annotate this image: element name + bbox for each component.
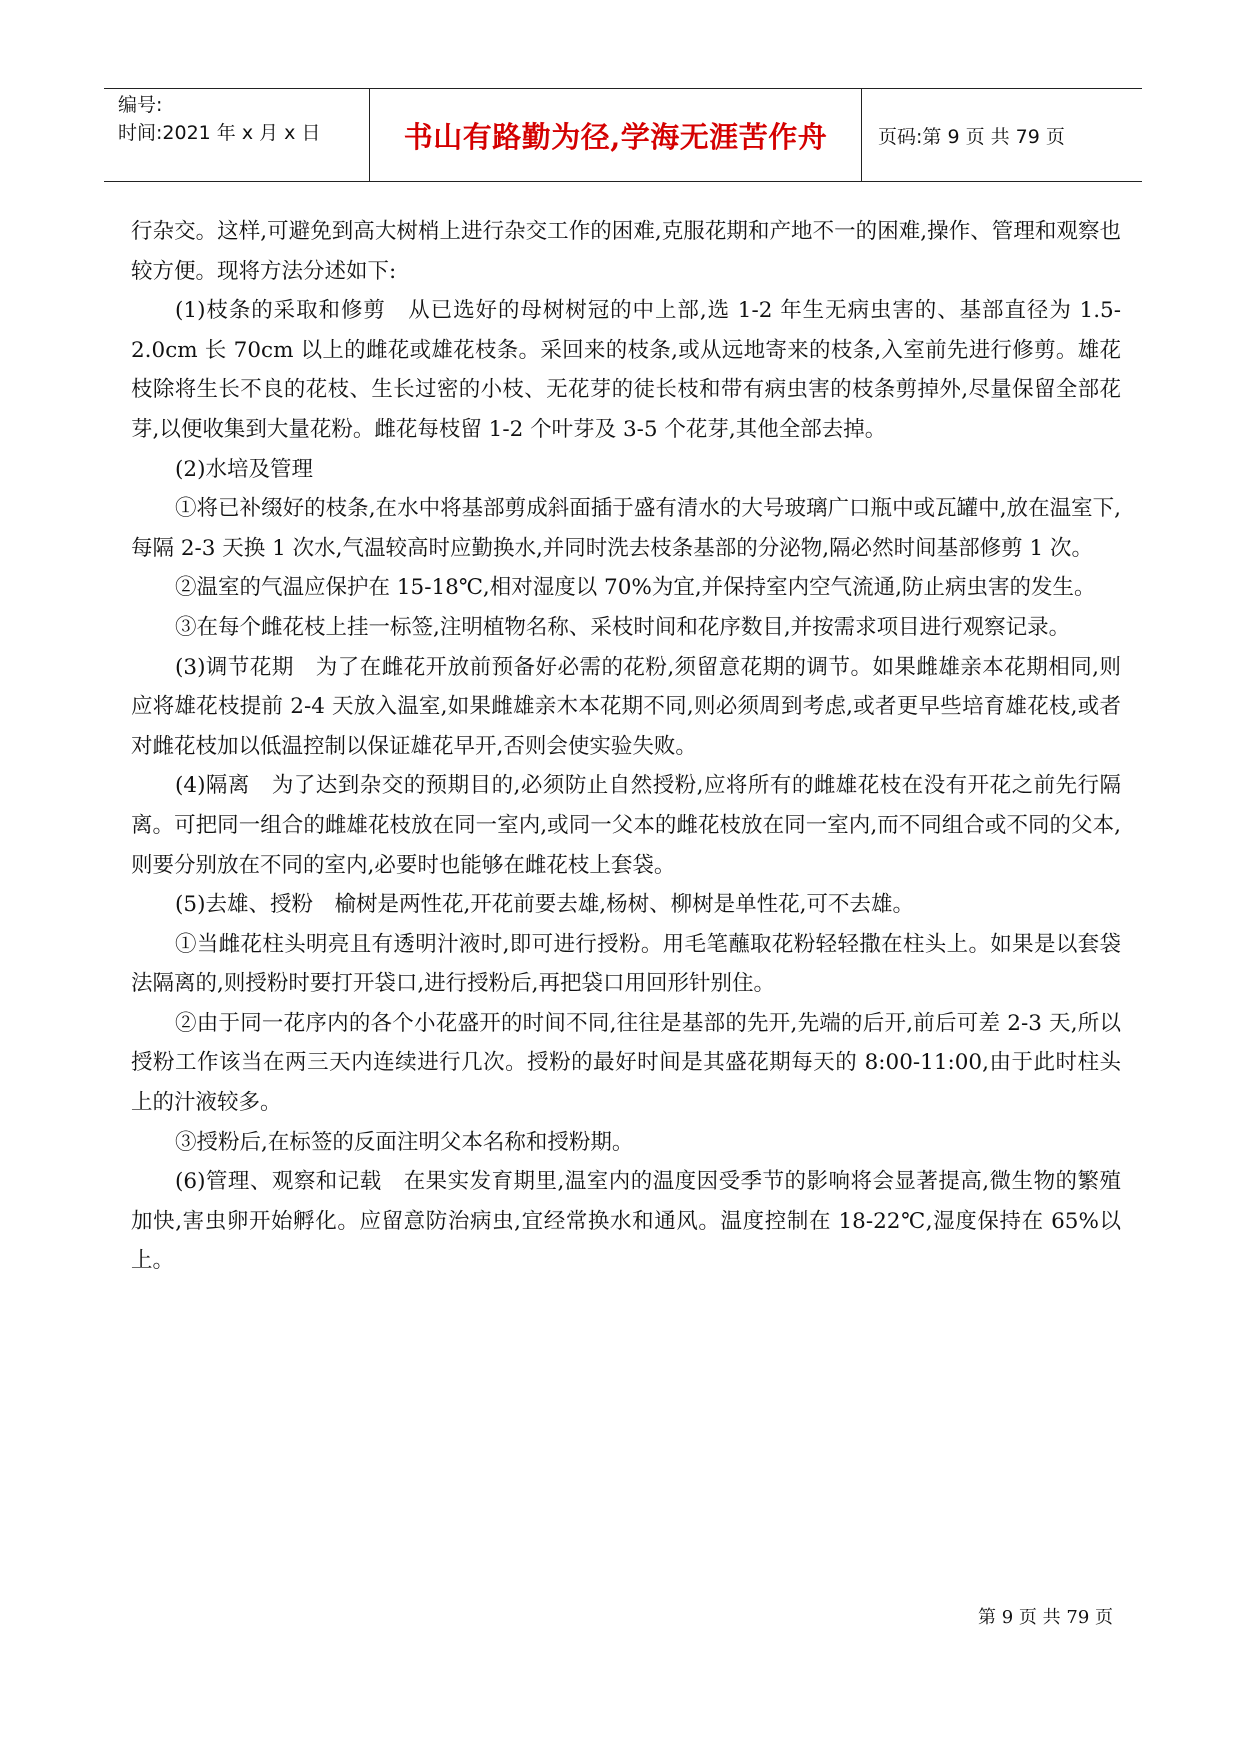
footer-page-number: 第 9 页 共 79 页 (978, 1607, 1113, 1628)
body-paragraph: ①当雌花柱头明亮且有透明汁液时,即可进行授粉。用毛笔蘸取花粉轻轻撒在柱头上。如果是以套袋法隔离的,则授粉时要打开袋口,进行授粉后,再把袋口用回形针别住。 (131, 931, 1121, 997)
document-body (131, 212, 1121, 1281)
body-paragraph: (6)管理、观察和记载 在果实发育期里,温室内的温度因受季节的影响将会显著提高,微生物的繁殖加快,害虫卵开始孵化。应留意防治病虫,宜经常换水和通风。温度控制在 18-22℃,湿度保持在 65%以上。 (131, 1169, 1121, 1274)
page-header (104, 88, 1142, 182)
body-paragraph: ②由于同一花序内的各个小花盛开的时间不同,往往是基部的先开,先端的后开,前后可差 2-3 天,所以授粉工作该当在两三天内连续进行几次。授粉的最好时间是其盛花期每天的 8:00-11:00,由于此时柱头上的汁液较多。 (131, 1010, 1121, 1116)
header-motto-cell (369, 89, 862, 181)
document-time-label: 时间:2021 年 x 月 x 日 (118, 122, 321, 144)
body-paragraph: ③授粉后,在标签的反面注明父本名称和授粉期。 (175, 1129, 634, 1155)
body-paragraph: (1)枝条的采取和修剪 从已选好的母树树冠的中上部,选 1-2 年生无病虫害的、基部直径为 1.5-2.0cm 长 70cm 以上的雌花或雄花枝条。采回来的枝条,或从远地寄来的枝条,入室前先进行修剪。雄花枝除将生长不良的花枝、生长过密的小枝、无花芽的徒长枝和带有病虫害的枝条剪掉外,尽量保留全部花芽,以便收集到大量花粉。雌花每枝留 1-2 个叶芽及 3-5 个花芽,其他全部去掉。 (131, 298, 1121, 442)
header-page-number: 页码:第 9 页 共 79 页 (878, 125, 1065, 148)
header-info (104, 89, 369, 181)
body-paragraph: (3)调节花期 为了在雌花开放前预备好必需的花粉,须留意花期的调节。如果雌雄亲本花期相同,则应将雄花枝提前 2-4 天放入温室,如果雌雄亲木本花期不同,则必须周到考虑,或者更早些培育雄花枝,或者对雌花枝加以低温控制以保证雄花早开,否则会使实验失败。 (131, 654, 1121, 759)
body-paragraph: ③在每个雌花枝上挂一标签,注明植物名称、采枝时间和花序数目,并按需求项目进行观察记录。 (175, 614, 1071, 640)
body-paragraph: 行杂交。这样,可避免到高大树梢上进行杂交工作的困难,克服花期和产地不一的困难,操作、管理和观察也较方便。现将方法分述如下: (131, 219, 1121, 284)
body-paragraph: ②温室的气温应保护在 15-18℃,相对湿度以 70%为宜,并保持室内空气流通,防止病虫害的发生。 (175, 575, 1096, 601)
header-page-cell (862, 89, 1142, 181)
header-motto: 书山有路勤为径,学海无涯苦作舟 (403, 119, 828, 154)
body-paragraph: (5)去雄、授粉 榆树是两性花,开花前要去雄,杨树、柳树是单性花,可不去雄。 (175, 892, 914, 918)
document-number-label: 编号: (118, 94, 163, 116)
body-paragraph: ①将已补缀好的枝条,在水中将基部剪成斜面插于盛有清水的大号玻璃广口瓶中或瓦罐中,放在温室下,每隔 2-3 天换 1 次水,气温较高时应勤换水,并同时洗去枝条基部的分泌物,隔必然时间基部修剪 1 次。 (131, 496, 1121, 561)
body-paragraph: (4)隔离 为了达到杂交的预期目的,必须防止自然授粉,应将所有的雌雄花枝在没有开花之前先行隔离。可把同一组合的雌雄花枝放在同一室内,或同一父本的雌花枝放在同一室内,而不同组合或不同的父本,则要分别放在不同的室内,必要时也能够在雌花枝上套袋。 (131, 773, 1121, 878)
body-paragraph: (2)水培及管理 (175, 456, 313, 482)
